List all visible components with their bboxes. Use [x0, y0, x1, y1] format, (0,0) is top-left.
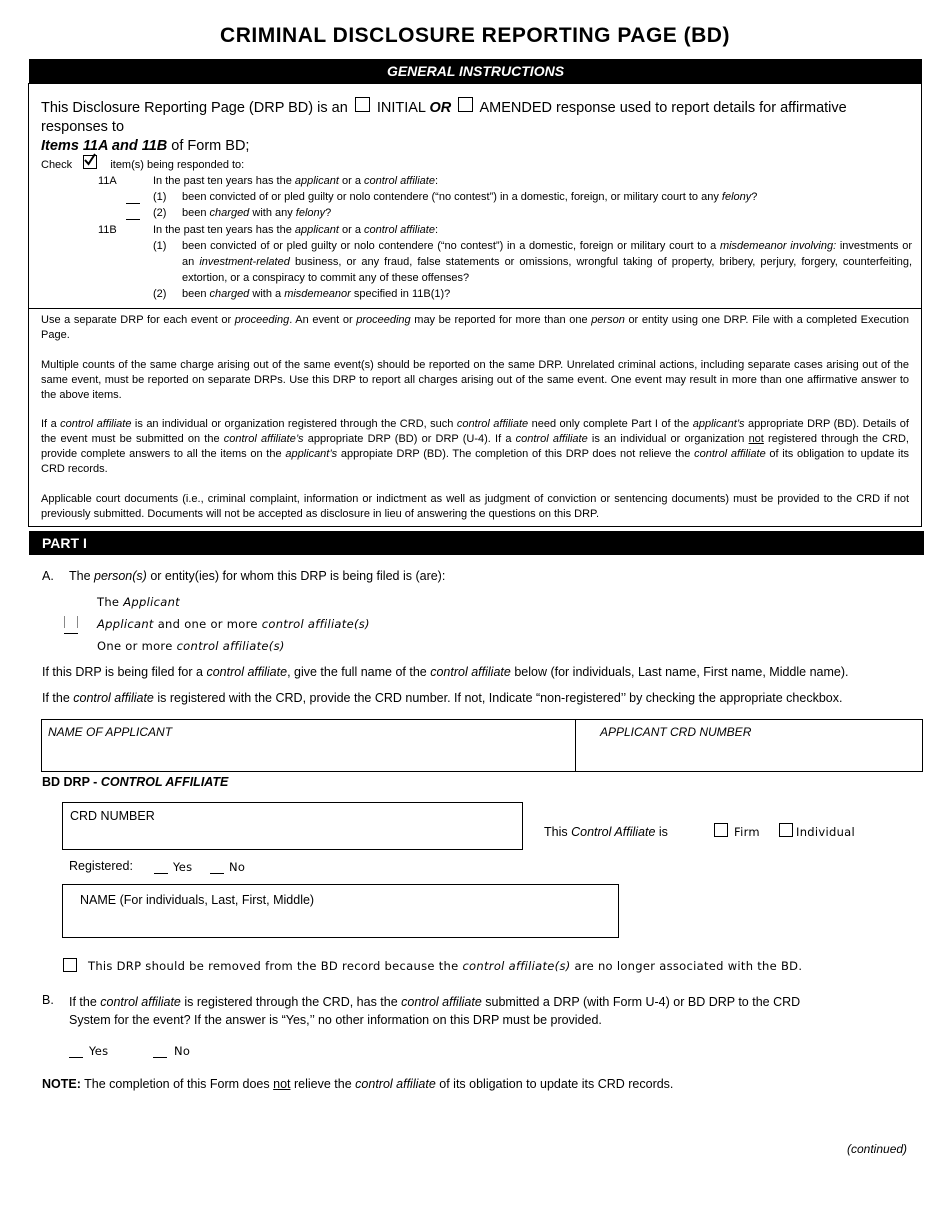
- remove-record-checkbox[interactable]: [63, 958, 77, 972]
- this-control-affiliate-is: This Control Affiliate is: [544, 825, 668, 839]
- affiliate-name-label: NAME (For individuals, Last, First, Middle): [80, 893, 315, 907]
- firm-label: Firm: [734, 825, 760, 839]
- name-of-applicant-label: NAME OF APPLICANT: [48, 725, 173, 739]
- registered-no-blank[interactable]: [210, 864, 224, 874]
- continued-label: (continued): [847, 1142, 908, 1156]
- option-affiliates-only[interactable]: One or more control affiliate(s): [97, 639, 285, 653]
- item-11a-1-blank[interactable]: [126, 194, 140, 204]
- registered-yes-label: Yes: [173, 860, 193, 874]
- registered-instruction: If the control affiliate is registered with the CRD, provide the CRD number. If not, Indicate “non-registered’’ by checking the appropriate checkbox.: [42, 691, 843, 705]
- b-yes-blank[interactable]: [69, 1048, 83, 1058]
- instruction-p3: If a control affiliate is an individual or organization registered through the CRD, such control affiliate need only complete Part I of the applicant’s appropriate DRP (BD). Details of the event must be submitted on the control affiliate’s appropriate DRP (BD) or DRP (U-4). If a control affiliate is an individual or organization not registered through the CRD, provide complete answers to all the items on the applicant’s appropiate DRP (BD). The completion of this DRP does not relieve the control affiliate of its obligation to update its CRD records.: [41, 418, 910, 475]
- note-text: NOTE: The completion of this Form does not relieve the control affiliate of its obligation to update its CRD records.: [42, 1077, 674, 1091]
- part1-a-text: The person(s) or entity(ies) for whom this DRP is being filed is (are):: [69, 569, 446, 583]
- item-11a-2-num: (2): [153, 207, 167, 219]
- registered-yes-blank[interactable]: [154, 864, 168, 874]
- bd-drp-control-affiliate-heading: BD DRP - CONTROL AFFILIATE: [42, 775, 229, 789]
- crd-number-field[interactable]: [62, 802, 523, 850]
- item-11a-text: In the past ten years has the applicant or a control affiliate:: [153, 175, 439, 187]
- item-11a-label: 11A: [98, 175, 117, 187]
- applicant-fields: [41, 719, 923, 772]
- item-11b-1-num: (1): [153, 240, 167, 252]
- option-selector-blank[interactable]: [64, 616, 78, 634]
- individual-checkbox[interactable]: [779, 823, 793, 837]
- item-11b-1-text: been convicted of or pled guilty or nolo contendere (“no contest”) in a domestic, foreign or military court to a misdemeanor involving: investments or an investment-related business, or any fraud, false statements or omissions, wrongful taking of property, bribery, perjury, forgery, counterfeiting, extortion, or a conspiracy to commit any of these offenses?: [182, 240, 913, 284]
- part1-header: PART I: [29, 531, 924, 555]
- applicant-crd-number-input[interactable]: [578, 740, 920, 770]
- item-11b-2-num: (2): [153, 288, 167, 300]
- registered-no-label: No: [229, 860, 246, 874]
- amended-checkbox[interactable]: [458, 97, 473, 112]
- intro-text: This Disclosure Reporting Page (DRP BD) is an INITIAL OR AMENDED response used to report details for affirmative responses to Items 11A and 11B of Form BD;: [41, 97, 911, 156]
- general-instructions-header: GENERAL INSTRUCTIONS: [29, 59, 922, 83]
- instruction-p2: Multiple counts of the same charge arising out of the same event(s) should be reported on the same DRP. Unrelated criminal actions, including separate cases arising out of the same event, must be reported on separate DRPs. Use this DRP to report all charges arising out of the same event. One event may result in more than one affirmative answer to the above items.: [41, 359, 909, 401]
- item-11a-2-text: been charged with any felony?: [182, 207, 332, 219]
- affiliate-name-field[interactable]: [62, 884, 619, 938]
- item-11a-1-text: been convicted of or pled guilty or nolo contendere (“no contest”) in a domestic, foreign, or military court to any felony?: [182, 191, 758, 203]
- firm-checkbox[interactable]: [714, 823, 728, 837]
- part1-a-num: A.: [42, 569, 54, 583]
- items-box: [28, 83, 922, 309]
- crd-number-label: CRD NUMBER: [70, 809, 155, 823]
- individual-label: Individual: [796, 825, 856, 839]
- filed-for-text: If this DRP is being filed for a control affiliate, give the full name of the control affiliate below (for individuals, Last name, First name, Middle name).: [42, 665, 849, 679]
- instruction-p4: Applicable court documents (i.e., criminal complaint, information or indictment as well as judgment of conviction or sentencing documents) must be provided to the CRD if not previously submitted. Documents will not be accepted as disclosure in lieu of answering the questions on this DRP.: [41, 493, 909, 520]
- b-no-blank[interactable]: [153, 1048, 167, 1058]
- checkmark-icon: [83, 153, 97, 167]
- instruction-p1: Use a separate DRP for each event or proceeding. An event or proceeding may be reported for more than one person or entity using one DRP. File with a completed Execution Page.: [41, 314, 909, 341]
- option-applicant-and-affiliates[interactable]: Applicant and one or more control affiliate(s): [97, 617, 370, 631]
- applicant-crd-number-label: APPLICANT CRD NUMBER: [600, 725, 752, 739]
- option-applicant[interactable]: The Applicant: [97, 595, 180, 609]
- item-11a-1-num: (1): [153, 191, 167, 203]
- part1-b-text: If the control affiliate is registered through the CRD, has the control affiliate submitted a DRP (with Form U-4) or BD DRP to the CRD System for the event? If the answer is “Yes,’’ no other information on this DRP must be provided.: [69, 995, 801, 1027]
- b-yes-label: Yes: [89, 1044, 109, 1058]
- check-checkbox[interactable]: [83, 155, 97, 169]
- registered-label: Registered:: [69, 859, 133, 873]
- check-line: Check item(s) being responded to:: [41, 155, 244, 173]
- item-11b-text: In the past ten years has the applicant or a control affiliate:: [153, 224, 439, 236]
- remove-record-text: This DRP should be removed from the BD record because the control affiliate(s) are no longer associated with the BD.: [88, 959, 803, 973]
- b-no-label: No: [174, 1044, 191, 1058]
- item-11b-label: 11B: [98, 224, 117, 236]
- page-title: CRIMINAL DISCLOSURE REPORTING PAGE (BD): [220, 24, 730, 47]
- item-11a-2-blank[interactable]: [126, 210, 140, 220]
- instructions-box: [28, 307, 922, 527]
- item-11b-2-text: been charged with a misdemeanor specified in 11B(1)?: [182, 288, 451, 300]
- initial-checkbox[interactable]: [355, 97, 370, 112]
- name-of-applicant-input[interactable]: [43, 740, 573, 770]
- part1-b-num: B.: [42, 993, 54, 1007]
